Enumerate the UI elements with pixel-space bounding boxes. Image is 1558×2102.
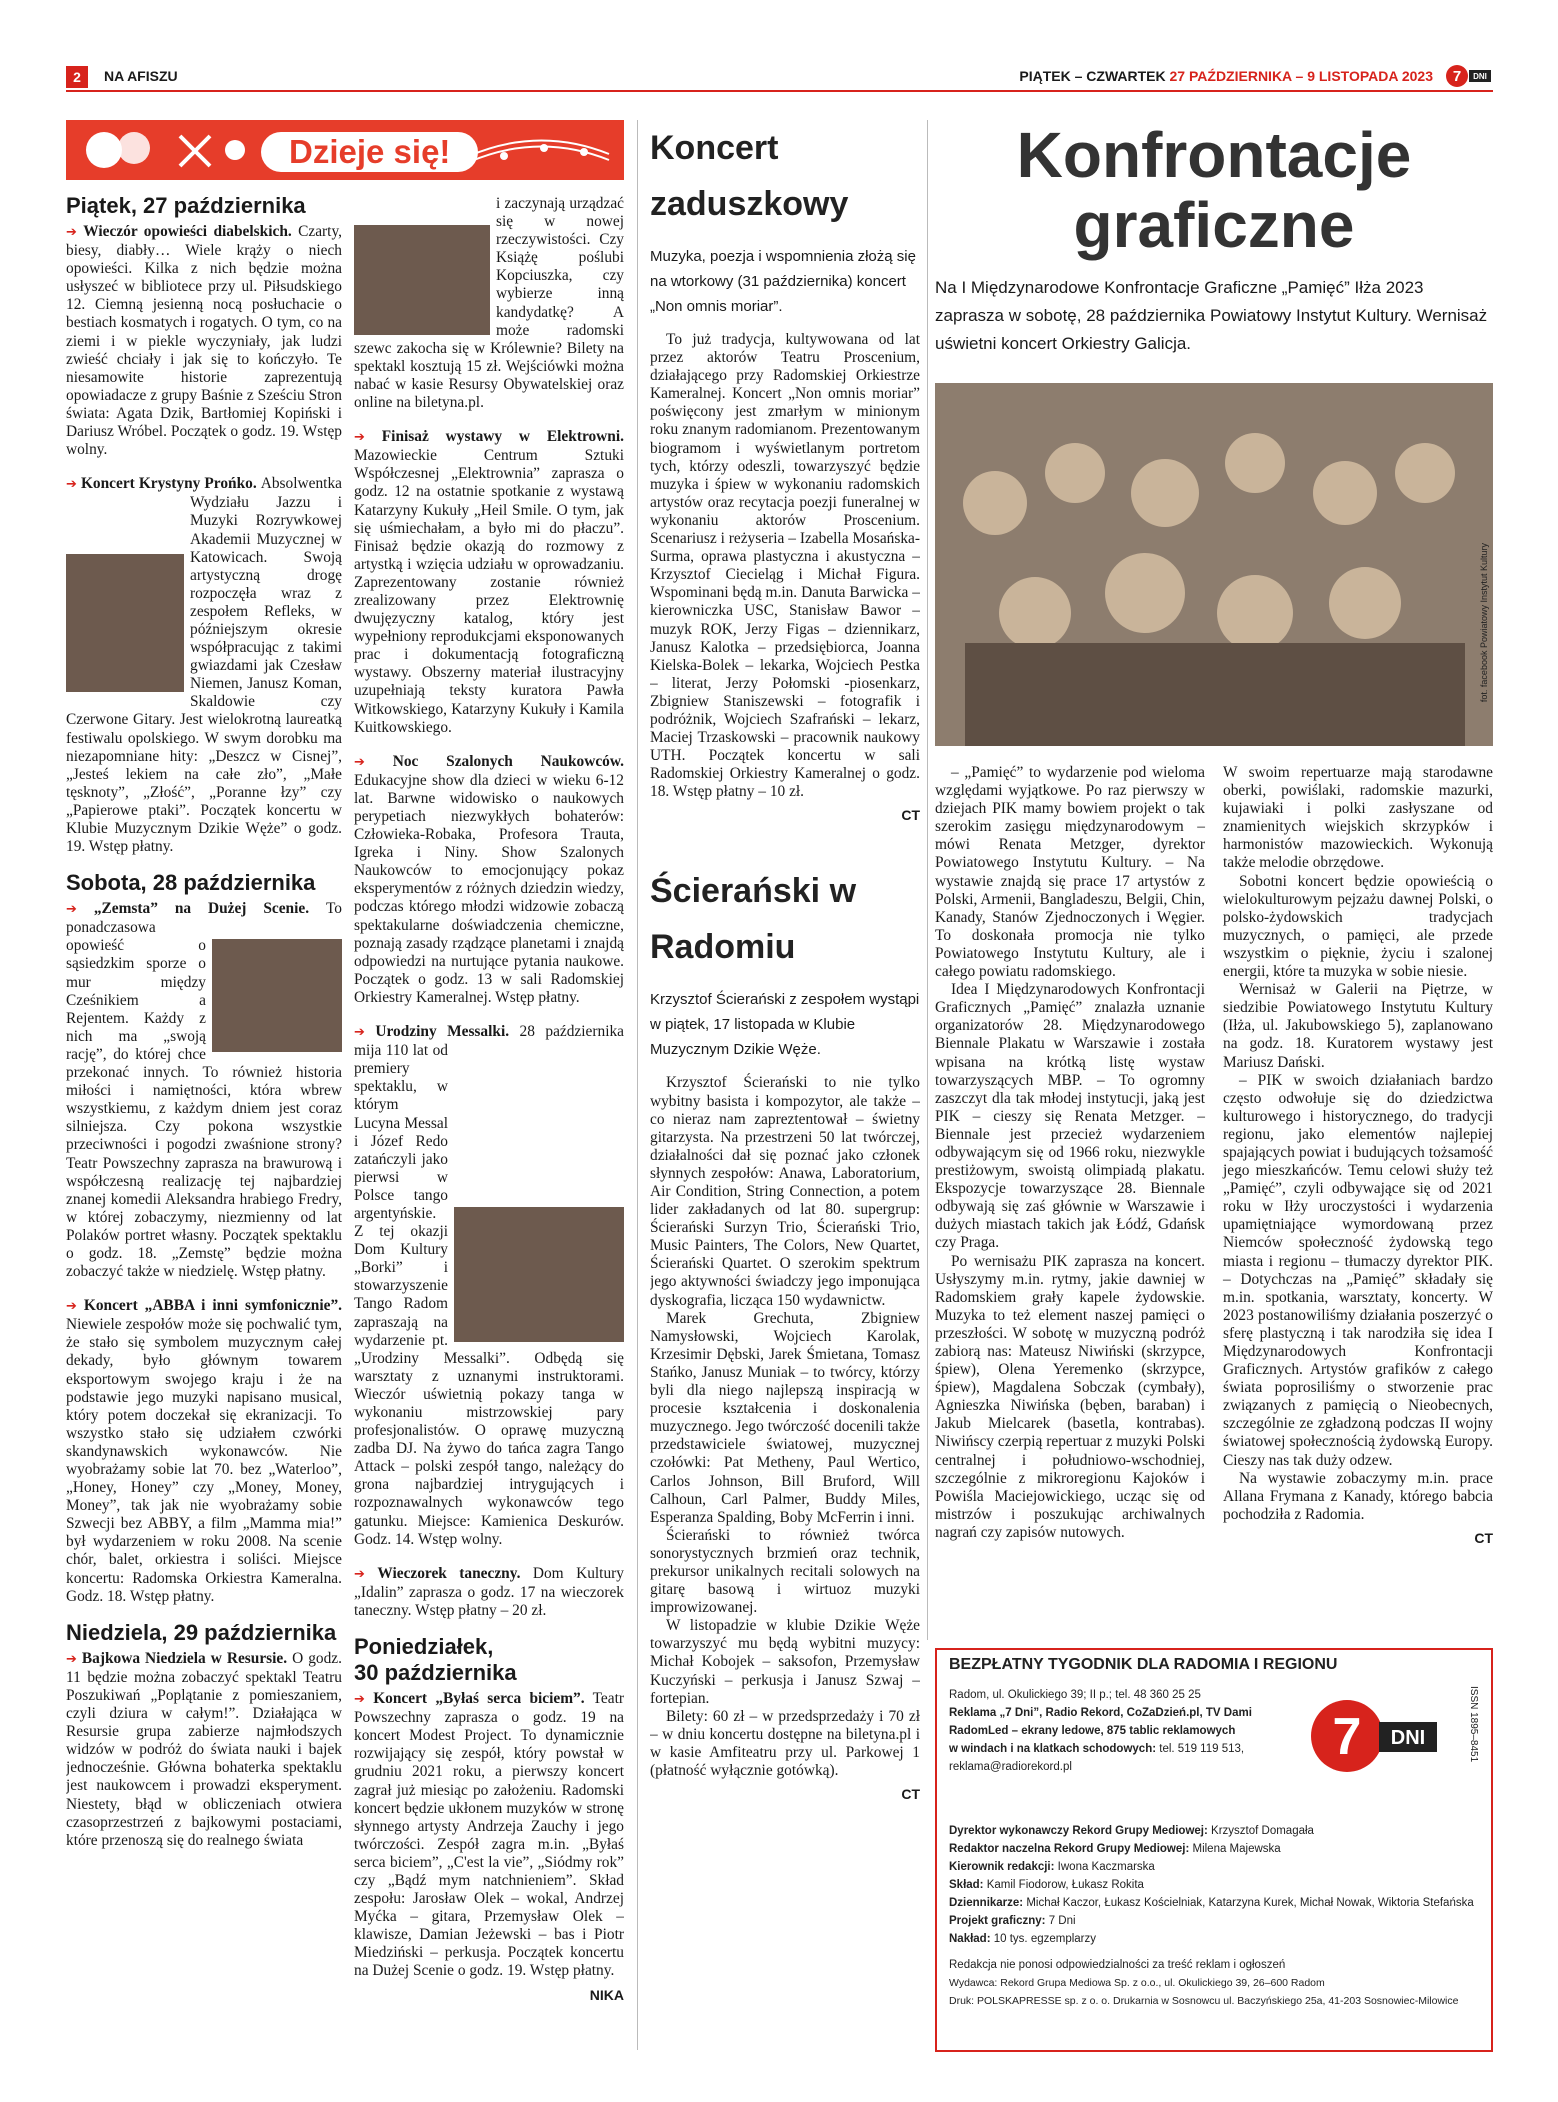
event-item: ➔ Noc Szalonych Naukowców. Edukacyjne show dla dzieci w wieku 6-12 lat. Barwne widowisko o naukowych perypetiach niezwykłych bohaterów: Człowieka-Robaka, Profesora Trauta, Igreka i Niny. Show Szalonych Naukowców to emocjonujący pokaz eksperymentów z różnych dziedzin wiedzy, podczas którego młodzi widzowie zobaczą spektakularne doświadczenia chemiczne, poznają zasady rządzące planetami i znajdą odpowiedzi na nurtujące pytania naukowe. Początek o godz. 13 w sali Radomskiej Orkiestry Kameralnej. Wstęp płatny. bbox=[354, 752, 624, 1006]
author-signature: NIKA bbox=[589, 1986, 624, 2003]
logo-icon bbox=[1445, 64, 1493, 88]
advert-line: Reklama „7 Dni”, Radio Rekord, CoZaDzień.pl, TV Dami bbox=[949, 1707, 1252, 1719]
photo-zemsta bbox=[212, 939, 342, 1052]
printer: Druk: POLSKAPRESSE sp. z o. o. Drukarnia w Sosnowcu ul. Baczyńskiego 25a, 41-203 Sosnowiec-Milowice bbox=[949, 1995, 1459, 2007]
exhibition-artwork bbox=[935, 383, 1493, 746]
artwork-illustration bbox=[935, 383, 1493, 746]
day-heading: Piątek, 27 października bbox=[66, 193, 306, 218]
event-item: ➔ Urodziny Messalki. 28 października mija 110 lat od premiery spektaklu, w którym Lucyna Messal i Józef Redo zatańczyli jako pierwsi w Polsce tango argentyńskie. Z tej okazji Dom Kultury „Borki” i stowarzyszenie Tango Radom zapraszają na wydarzenie pt. „Urodziny Messalki”. Odbędą się warsztaty z uznanymi instruktorami. Wieczór uświetnią pokazy tanga w wykonaniu mistrzowskiej pary profesjonalistów. O oprawę muzyczną zadba DJ. Na żywo do tańca zagra Tango Attack – polski zespół tango, należący do grona najbardziej intrygujących i rozpoznawalnych wykonawców tego gatunku. Miejsce: Kamienica Deskurów. Godz. 14. Wstęp wolny. bbox=[354, 1023, 624, 1548]
article-title: Ścierański w Radomiu bbox=[650, 872, 857, 967]
article-body: W swoim repertuarze mają starodawne oberki, powiślaki, radomskie mazurki, kujawiaki i polki zasłyszane od znamienitych wiejskich skrzypków i harmonistów mazowieckich. Wykonują także melodie obrzędowe. bbox=[1223, 764, 1493, 872]
article-body: Po wernisażu PIK zaprasza na koncert. Usłyszymy m.in. rytmy, jakie dawniej w Radomskiem grały kapele żydowskie. Muzyka to też element naszej pamięci o przeszłości. W sobotę w muzyczną podróż zabiorą nas: Mateusz Niwiński (skrzypce, śpiew), Olena Yeremenko (skrzypce, śpiew), Magdalena Sobczak (cymbały), Agnieszka Niwińska (bęben, baraban) i Jakub Mielcarek (basetla, kontrabas). Niwińscy czerpią repertuar z muzyki Polski centralnej i południowo-wschodniej, szczególnie z mikroregionu Kajoków i Powiśla Maciejowickiego, ucząc się od mistrzów i poszukując archiwalnych nagrań czy zapisów nutowych. bbox=[935, 1252, 1205, 1541]
section-name: NA AFISZU bbox=[104, 68, 178, 84]
author-signature: CT bbox=[901, 807, 920, 824]
photo-cinderella bbox=[354, 225, 490, 335]
svg-text:7: 7 bbox=[1332, 1708, 1362, 1766]
events-banner bbox=[66, 120, 624, 180]
author-signature: CT bbox=[1474, 1529, 1493, 1546]
page-header bbox=[66, 64, 1493, 92]
column-1 bbox=[66, 185, 342, 2050]
article-body: Bilety: 60 zł – w przedsprzedaży i 70 zł – w dniu koncertu dostępne na biletyna.pl i w kasie Amfiteatru przy ul. Parkowej 1 (płatność wyłącznie gotówką). bbox=[650, 1707, 920, 1779]
main-lead: Na I Międzynarodowe Konfrontacje Graficzne „Pamięć” Iłża 2023 zaprasza w sobotę, 28 października Powiatowy Instytut Kultury. Wernisaż uświetni koncert Orkiestry Galicja. bbox=[935, 278, 1488, 353]
event-item: ➔ „Zemsta” na Dużej Scenie. To ponadczasowa opowieść o sąsiedzkim sporze o mur między Cześnikiem a Rejentem. Każdy z nich ma „swoją rację”, do której chce przekonać innych. To również historia miłości i namiętności, która wbrew wszystkiemu, z każdym dniem jest coraz silniejsza. Czy pokona wszystkie przeciwności i pogodzi zwaśnione strony? Teatr Powszechny zaprasza na brawurową i współczesną realizację tej najbardziej znanej komedii Aleksandra hrabiego Fredry, w której zobaczymy, niezmienny od lat Polaków portret własny. Początek spektaklu o godz. 18. „Zemstę” będzie można zobaczyć także w niedzielę. Wstęp płatny. bbox=[66, 900, 342, 1281]
day-heading: Poniedziałek, bbox=[354, 1634, 494, 1660]
article-title: Koncert zaduszkowy bbox=[650, 129, 849, 223]
main-title: Konfrontacje bbox=[1016, 120, 1412, 191]
article-columns bbox=[935, 764, 1493, 1546]
7dni-logo-icon bbox=[1309, 1696, 1439, 1776]
article-body: Wernisaż w Galerii na Piętrze, w siedzibie Powiatowego Instytutu Kultury (Iłża, ul. Jakubowskiego 5), zaplanowano na godz. 18. Kuratorem wystawy jest Mariusz Dański. bbox=[1223, 981, 1493, 1071]
article-body: – PIK w swoich działaniach bardzo często odwołuje się do dziedzictwa kulturowego i historycznego, do tradycji regionu, jako elementów najlepiej spajających powiat i budujących tożsamość jego mieszkańców. Temu celowi służy też „Pamięć”, czyli odbywające się od 2021 roku w Iłży uroczystości i wydarzenia upamiętniające wymordowaną przez Niemców społeczność żydowską tego miasta i regionu – tłumaczy dyrektor PIK. – Dotychczas na „Pamięć” składały się m.in. spotkania, warsztaty, koncerty. W 2023 postanowiliśmy działania poszerzyć o sferę plastyczną i tak narodziła się idea I Międzynarodowych Konfrontacji Graficznych. Artystów grafików z całego świata poprosiliśmy o stworzenie prac związanych z pamięcią o Nieobecnych, szczególnie ze zgładzoną podczas II wojny światowej społecznością żydowską Europy. Cieszy nas tak duży odzew. bbox=[1223, 1071, 1493, 1469]
article-body: To już tradycja, kultywowana od lat przez aktorów Teatru Proscenium, działającego przy Radomskiej Orkiestrze Kameralnej. Koncert „Non omnis moriar” poświęcony jest zmarłym w minionym roku znanym radomianom. Prezentowanym biogramom i wyświetlanym portretom tych, którzy odeszli, towarzyszyć będzie muzyka i śpiew w wykonaniu radomskich artystów oraz recytacja poezji funeralnej w wykonaniu aktorów Proscenium. Scenariusz i reżyseria – Izabella Mosańska-Surma, oprawa plastyczna i akustyczna – Krzysztof Ciecieląg i Michał Figura. Wspominani będą m.in. Danuta Barwicka – kierowniczka USC, Stanisław Bawor – muzyk ROK, Jerzy Figas – dziennikarz, Janusz Kalotka – przedsiębiorca, Joanna Kielska-Bolek – lekarka, Wojciech Pestka – literat, Jerzy Połomski -piosenkarz, Zbigniew Staniszewski – fotografik i podróżnik, Wojciech Szafrański – lekarz, Maciej Trzaskowski – pracownik naukowy UTH. Początek koncertu w sali Radomskiej Orkiestry Kameralnej o godz. 18. Wstęp płatny – 10 zł. bbox=[650, 331, 920, 801]
advert-line: w windach i na klatkach schodowych: bbox=[949, 1743, 1157, 1755]
theatre-masks-icon bbox=[80, 126, 250, 174]
event-item: ➔ Koncert „ABBA i inni symfonicznie”. Niewiele zespołów może się pochwalić tym, że stało się symbolem muzycznym całej dekady, było głównym towarem eksportowym swojego kraju i że na podstawie jego muzyki napisano musical, który potem doczekał się ekranizacji. To wszystko stało się udziałem czwórki skandynawskich wykonawców. Nie wyobrażamy sobie lat 70. bez „Waterloo”, „Honey, Honey” czy „Money, Money, Money”, tak jak nie wyobrażamy sobie Szwecji bez ABBY, a film „Mamma mia!” był wydarzeniem w roku 2008. Na scenie chór, balet, orkiestra i soliści. Miejsce koncertu: Radomska Orkiestra Kameralna. Godz. 18. Wstęp płatny. bbox=[66, 1297, 342, 1605]
svg-text:DNI: DNI bbox=[1473, 72, 1487, 81]
publisher: Wydawca: Rekord Grupa Mediowa Sp. z o.o., ul. Okulickiego 39, 26–600 Radom bbox=[949, 1977, 1325, 1989]
main-title: graficzne bbox=[1073, 189, 1355, 261]
address: Radom, ul. Okulickiego 39; II p.; tel. 48 360 25 25 bbox=[949, 1689, 1201, 1701]
article-body: Sobotni koncert będzie opowieścią o wielokulturowym pejzażu dawnej Polski, o polsko-żydowskich tradycjach muzycznych, o pamięci, ale przede wszystkim o pięknie, życiu i szalonej energii, które ta muzyka w sobie niesie. bbox=[1223, 872, 1493, 981]
event-item: ➔ Wieczorek taneczny. Dom Kultury „Idalin” zaprasza o godz. 17 na wieczorek taneczny. Wstęp płatny – 20 zł. bbox=[354, 1564, 624, 1619]
day-heading: Niedziela, 29 października bbox=[66, 1619, 337, 1645]
editorial-staff: Dyrektor wykonawczy Rekord Grupy Mediowej: Krzysztof Domagała Redaktor naczelna Rekord Grupy Mediowej: Milena Majewska Kierownik redakcji: Iwona Kaczmarska Skład: Kamil Fiodorow, Łukasz Rokita Dziennikarze: Michał Kaczor, Łukasz Kościelniak, Katarzyna Kurek, Michał Nowak, Wiktoria Stefańska Projekt graficzny: 7 Dni Nakład: 10 tys. egzemplarzy bbox=[949, 1825, 1474, 1945]
article-lead: Muzyka, poezja i wspomnienia złożą się na wtorkowy (31 października) koncert „Non omnis moriar”. bbox=[650, 248, 916, 315]
article-body: Idea I Międzynarodowych Konfrontacji Graficznych „Pamięć” znalazła uznanie organizatorów 28. Międzynarodowego Biennale Plakatu w Warszawie i została wpisana na krótką listę wystaw towarzyszących MBP. – To ogromny zaszczyt dla tak młodej instytucji, jaką jest PIK – cieszy się Renata Metzger. – Biennale jest przecież wydarzeniem odbywającym się od 1966 roku, niezwykle prestiżowym, swoistą olimpiadą plakatu. Ekspozycje towarzyszące 28. Biennale odbywają się zaś głównie w Warszawie i dużych miastach takich jak Łódź, Gdańsk czy Praga. bbox=[935, 981, 1205, 1252]
date-prefix: PIĄTEK – CZWARTEK bbox=[1019, 68, 1166, 84]
column-divider bbox=[927, 120, 928, 1640]
page-number: 2 bbox=[66, 66, 88, 88]
issue-date bbox=[1019, 68, 1433, 84]
article-lead: Krzysztof Ścierański z zespołem wystąpi w piątek, 17 listopada w Klubie Muzycznym Dzikie Węże. bbox=[650, 991, 920, 1059]
article-body: Na wystawie zobaczymy m.in. prace Allana Frymana z Kanady, którego babcia pochodziła z Radomia. bbox=[1223, 1469, 1493, 1523]
article-body: W listopadzie w klubie Dzikie Węże towarzyszyć mu będą wybitni muzycy: Michał Kobojek – saksofon, Przemysław Kuczyński – perkusja i Janusz Szwaj – fortepian. bbox=[650, 1617, 920, 1707]
imprint-contact bbox=[949, 1686, 1479, 1816]
phone: tel. 519 119 513, bbox=[1159, 1743, 1245, 1755]
event-item: i zaczynają urządzać się w nowej rzeczywistości. Czy Książę poślubi Kopciuszka, czy wybierze inną kandydatkę? A może radomski szewc zakocha się w Królewnie? Bilety na spektakl kosztują 15 zł. Wejściówki można nabać w kasie Resursy Obywatelskiej oraz online na biletyna.pl. bbox=[354, 195, 624, 412]
column-2 bbox=[354, 195, 624, 2050]
column-divider bbox=[637, 120, 638, 2050]
article-left bbox=[935, 764, 1205, 1546]
day-heading: Sobota, 28 października bbox=[66, 870, 316, 896]
article-body: Krzysztof Ścierański to nie tylko wybitny basista i kompozytor, ale także – co nieraz nam zapreztentował – świetny gitarzysta. Na przestrzeni 50 lat twórczej, działalności dał się poznać jako członek słynnych zespołów: Anawa, Laboratorium, Air Condition, String Connection, a potem lider zakładanych od lat 80. supergrup: Ścierański Surzyn Trio, Ścierański Trio, Music Painters, The Colors, New Quartet, Ścierański Quartet. O szerokim spektrum jego aktywności świadczy jego imponująca dyskografia, licząca 150 wydawnictw. bbox=[650, 1074, 920, 1309]
article-body: Marek Grechuta, Zbigniew Namysłowski, Wojciech Karolak, Krzesimir Dębski, Jarek Śmietana, Tomasz Stańko, Janusz Muniak – to twórcy, którzy byli dla niego najlepszą inspiracją w procesie kształcenia i doskonalenia muzycznego. Jego twórczość docenili także przedstawiciele światowej, muzycznej czołówki: Pat Metheny, Paul Wertico, Carlos Johnson, Bill Bruford, Will Calhoun, Carl Palmer, Buddy Miles, Esperanza Spalding, Boby McFerrin i inni. bbox=[650, 1309, 920, 1526]
banner-title: Dzieje się! bbox=[261, 132, 478, 172]
photo-singer bbox=[66, 554, 184, 692]
event-item: ➔ Wieczór opowieści diabelskich. Czarty, biesy, diabły… Wiele krąży o niech opowieści. Kilka z nich będzie można usłyszeć w bibliotece przy ul. Piłsudskiego 12. Ciemną jesienną nocą posłuchacie o bestiach kosmatych i rogatych. O tym, co na ziemi i w piekle wyczyniały, jak ludzi zwieść chciały i jak się to kończyło. Te niesamowite historie zaprezentują opowiadacze z grupy Baśnie z Sześciu Stron świata: Agata Dzik, Bartłomiej Kopiński i Dariusz Wróbel. Początek o godz. 19. Wstęp wolny. bbox=[66, 223, 342, 459]
music-notes-icon bbox=[464, 126, 614, 174]
event-item: ➔ Finisaż wystawy w Elektrowni. Mazowieckie Centrum Sztuki Współczesnej „Elektrownia” zaprasza o godz. 12 na ostatnie spotkanie z wystawą Katarzyny Kukuły „Heil Smile. O tym, jak się uśmiechałam, a było mi do płaczu”. Finisaż będzie okazją do rozmowy z artystką i wzięcia udziału w oprowadzaniu. Zaprezentowany zostanie również zrealizowany przez Elektrownię dwujęzyczny katalog, który jest wypełniony reprodukcjami eksponowanych prac i dokumentacją fotograficzną wystawy. Obszerny materiał ilustracyjny uzupełniają teksty kuratora Pawła Witkowskiego, Katarzyny Kukuły i Kamila Kuitkowskiego. bbox=[354, 428, 624, 736]
imprint-title: BEZPŁATNY TYGODNIK DLA RADOMIA I REGIONU bbox=[949, 1656, 1338, 1673]
event-item: ➔ Koncert Krystyny Prońko. Absolwentka Wydziału Jazzu i Muzyki Rozrywkowej Akademii Muzycznej w Katowicach. Swoją artystyczną drogę rozpoczęła wraz z zespołem Refleks, w późniejszym okresie współpracując z takimi gwiazdami jak Czesław Niemen, Janusz Koman, Skaldowie czy Czerwone Gitary. Jest wielokrotną laureatką festiwalu opolskiego. W swym dorobku ma niezapomniane hity: „Deszcz w Cisnej”, „Jesteś lekiem na całe zło”, „Małe tęsknoty”, „Złość”, „Poranne łzy” czy „Papierowe ptaki”. Początek koncertu w Klubie Muzycznym Dzikie Węże” o godz. 19. Wstęp płatny. bbox=[66, 475, 342, 856]
svg-text:DNI: DNI bbox=[1390, 1727, 1426, 1749]
event-item: ➔ Koncert „Byłaś serca biciem”. Teatr Powszechny zaprasza o godz. 19 na koncert Modest Project. To dynamicznie rozwijający się zespół, który powstał w grudniu 2021 roku, a pierwszy koncert zagrał już miesiąc po założeniu. Radomski koncert będzie ukłonem muzyków w stronę słynnego artysty Andrzeja Zauchy i jego twórczości. Zespół zagra m.in. „Byłaś serca biciem”, „C'est la vie”, „Siódmy rok” czy „Bądź mym natchnieniem”. Skład zespołu: Jarosław Olek – wokal, Andrzej Myćka – gitara, Przemysław Olek – klawisze, Damian Jeżewski – bas i Piotr Miedziński – perkusja. Początek koncertu na Dużej Scenie o godz. 19. Wstęp płatny. bbox=[354, 1690, 624, 1980]
photo-tango bbox=[454, 1207, 624, 1342]
date-range: 27 PAŹDZIERNIKA – 9 LISTOPADA 2023 bbox=[1169, 68, 1433, 84]
svg-text:7: 7 bbox=[1452, 68, 1462, 85]
article-body: Ścierański to również twórca sonorystycznych brzmień oraz technik, prekursor unikalnych recitali solowych na gitarę basową i wirtuoz muzyki improwizowanej. bbox=[650, 1526, 920, 1617]
email-link[interactable]: reklama@radiorekord.pl bbox=[949, 1761, 1072, 1773]
column-3 bbox=[650, 120, 920, 2050]
issn: ISSN 1895–8451 bbox=[1468, 1686, 1479, 1763]
photo-credit: fot. facebook Powiatowy Instytut Kultury bbox=[1479, 543, 1489, 703]
article-body: – „Pamięć” to wydarzenie pod wieloma względami wyjątkowe. Po raz pierwszy w dziejach PIK mamy bowiem projekt o tak szerokim zasięgu międzynarodowym – mówi Renata Metzger, dyrektor Powiatowego Instytutu Kultury. – Na wystawie znajdą się prace 17 artystów z Polski, Armenii, Bangladeszu, Belgii, Chin, Kanady, Stanów Zjednoczonych i Węgier. To doskonała promocja nie tylko Powiatowego Instytutu Kultury, ale i całego powiatu radomskiego. bbox=[935, 764, 1205, 981]
disclaimer: Redakcja nie ponosi odpowiedzialności za treść reklam i ogłoszeń bbox=[949, 1959, 1286, 1971]
column-4 bbox=[935, 120, 1493, 1645]
author-signature: CT bbox=[901, 1786, 920, 1803]
imprint-box bbox=[935, 1648, 1493, 2052]
article-right bbox=[1223, 764, 1493, 1546]
event-item: ➔ Bajkowa Niedziela w Resursie. O godz. 11 będzie można zobaczyć spektakl Teatru Poszukiwań „Poplątanie z pomieszaniem, czyli dziura w całym!”. Działająca w Resursie grupa zabierze najmłodszych widzów w podróż do świata nauki i bajek jednocześnie. Główna bohaterka spektaklu jest naukowcem i prowadzi eksperyment. Niestety, błąd w obliczeniach otwiera czasoprzestrzeń z bajkowymi postaciami, które przenoszą się do realnego świata bbox=[66, 1649, 342, 1849]
day-heading: 30 października bbox=[354, 1660, 517, 1686]
advert-line: RadomLed – ekrany ledowe, 875 tablic reklamowych bbox=[949, 1725, 1236, 1737]
